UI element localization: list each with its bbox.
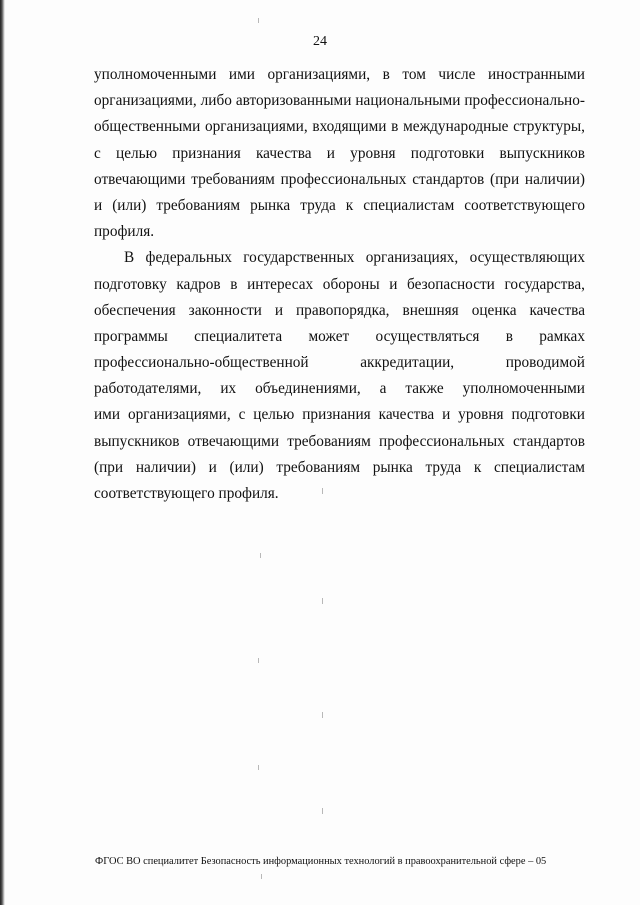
text-line: программы специалитета может осуществляться в рамках (94, 327, 585, 345)
scan-speck (260, 553, 261, 558)
text-line: обеспечения законности и правопорядка, внешняя оценка качества (94, 301, 585, 319)
page-number: 24 (313, 34, 327, 49)
scan-speck (258, 18, 259, 23)
scan-speck (258, 765, 259, 770)
scan-speck (261, 874, 262, 879)
text-line: ими организациями, с целью признания качества и уровня подготовки (94, 406, 585, 424)
text-line: с целью признания качества и уровня подготовки выпускников (94, 144, 585, 162)
paragraph-1 (94, 62, 585, 245)
text-line: (при наличии) и (или) требованиям рынка труда к специалистам (94, 458, 585, 476)
text-line: отвечающими требованиям профессиональных стандартов (при наличии) (94, 170, 585, 188)
scan-speck (258, 658, 259, 663)
scan-edge (0, 0, 5, 905)
text-line: работодателями, их объединениями, а также уполномоченными (94, 380, 585, 398)
text-line: подготовку кадров в интересах обороны и безопасности государства, (94, 275, 585, 293)
scan-speck (322, 712, 323, 718)
text-line: В федеральных государственных организациях, осуществляющих (124, 249, 585, 267)
text-line: общественными организациями, входящими в международные структуры, (94, 118, 585, 136)
text-line: и (или) требованиям рынка труда к специалистам соответствующего (94, 196, 585, 214)
text-line: профессионально-общественной аккредитации, проводимой (94, 354, 585, 372)
scan-speck (322, 598, 323, 604)
paragraph-2 (94, 245, 585, 507)
scan-speck (322, 808, 323, 814)
text-line: профиля. (94, 223, 155, 241)
scan-speck (322, 488, 323, 494)
text-line: уполномоченными ими организациями, в том числе иностранными (94, 66, 585, 83)
body-text (94, 62, 585, 507)
text-line: организациями, либо авторизованными национальными профессионально- (94, 92, 585, 110)
text-line: соответствующего профиля. (94, 485, 279, 502)
document-footer: ФГОС ВО специалитет Безопасность информационных технологий в правоохранительной сфере – 05 (95, 856, 547, 867)
text-line: выпускников отвечающими требованиям профессиональных стандартов (94, 432, 585, 450)
